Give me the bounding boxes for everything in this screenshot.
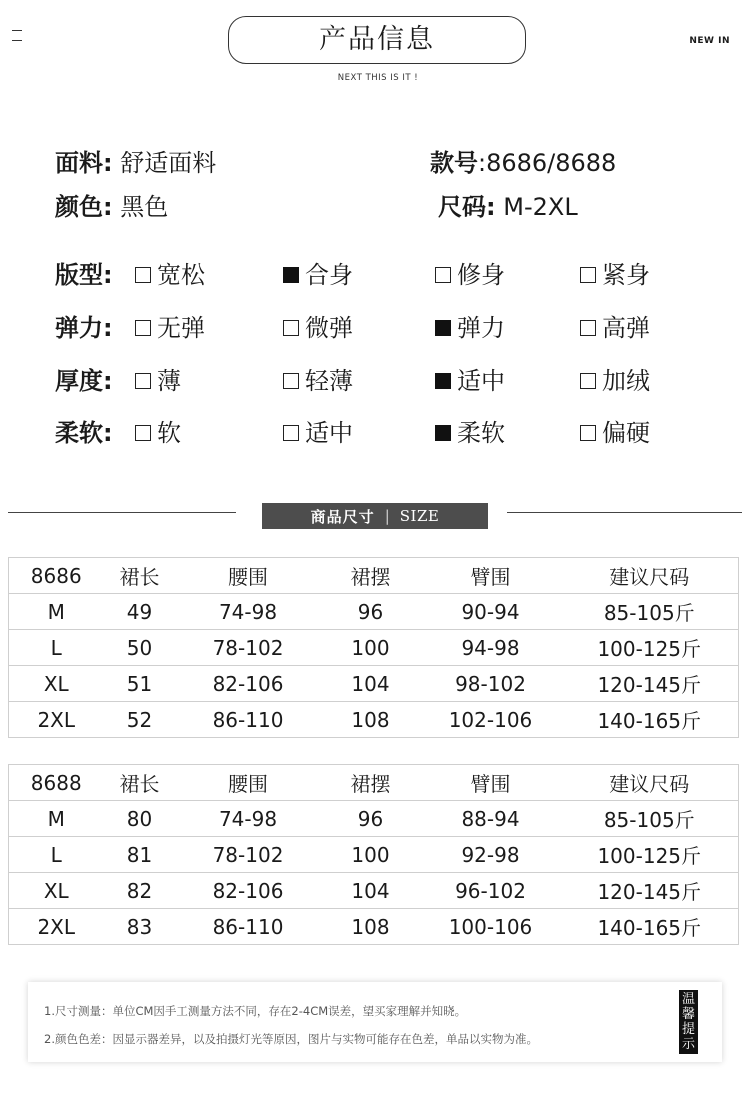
table-cell: 85-105斤 bbox=[561, 594, 739, 630]
table-cell: 102-106 bbox=[421, 702, 561, 738]
table-row bbox=[9, 801, 739, 837]
attr-option-label: 轻薄 bbox=[305, 367, 353, 395]
table-cell: 85-105斤 bbox=[561, 801, 739, 837]
checkbox-icon[interactable] bbox=[283, 425, 299, 441]
attr-option[interactable] bbox=[283, 418, 353, 448]
checkbox-icon[interactable] bbox=[283, 267, 299, 283]
table-cell: XL bbox=[9, 873, 104, 909]
table-cell: 83 bbox=[104, 909, 176, 945]
style-no-value: :8686/8688 bbox=[478, 149, 617, 177]
table-row bbox=[9, 909, 739, 945]
table-cell: 96-102 bbox=[421, 873, 561, 909]
table-cell: 96 bbox=[321, 594, 421, 630]
size-value: M-2XL bbox=[503, 193, 578, 221]
attr-label: 厚度: bbox=[55, 367, 113, 395]
attr-option-label: 无弹 bbox=[157, 314, 205, 342]
notes-card bbox=[28, 982, 722, 1062]
table-cell: 100-106 bbox=[421, 909, 561, 945]
table-header-cell: 臂围 bbox=[421, 558, 561, 594]
table-cell: 100 bbox=[321, 837, 421, 873]
table-cell: 86-110 bbox=[176, 909, 321, 945]
attr-option-label: 偏硬 bbox=[602, 419, 650, 447]
table-header-cell: 建议尺码 bbox=[561, 765, 739, 801]
fabric-value: 舒适面料 bbox=[120, 149, 217, 177]
table-header-cell: 腰围 bbox=[176, 765, 321, 801]
size-title-cn: 商品尺寸 bbox=[310, 507, 375, 526]
table-cell: 50 bbox=[104, 630, 176, 666]
tips-char: 示 bbox=[681, 1037, 695, 1052]
table-cell: 74-98 bbox=[176, 801, 321, 837]
checkbox-icon[interactable] bbox=[135, 425, 151, 441]
page-subtitle: NEXT THIS IS IT ! bbox=[337, 73, 419, 83]
checkbox-icon[interactable] bbox=[435, 425, 451, 441]
attr-option-label: 柔软 bbox=[457, 419, 505, 447]
attr-option-label: 紧身 bbox=[602, 261, 650, 289]
table-cell: 100-125斤 bbox=[561, 630, 739, 666]
table-cell: 82 bbox=[104, 873, 176, 909]
attr-option-label: 高弹 bbox=[602, 314, 650, 342]
size-title-en: SIZE bbox=[399, 507, 440, 525]
table-cell: 100 bbox=[321, 630, 421, 666]
attr-option[interactable] bbox=[283, 260, 353, 290]
divider-right bbox=[507, 512, 742, 513]
attr-label: 版型: bbox=[55, 261, 113, 289]
note-color-difference: 2.颜色色差：因显示器差异，以及拍摄灯光等原因，图片与实物可能存在色差，单品以实物为准。 bbox=[44, 1032, 538, 1046]
attr-option[interactable] bbox=[435, 260, 505, 290]
new-in-badge: NEW IN bbox=[689, 36, 730, 46]
size-section-banner bbox=[262, 503, 488, 529]
style-no-info bbox=[430, 148, 616, 178]
table-cell: 108 bbox=[321, 909, 421, 945]
size-table-8688 bbox=[8, 764, 739, 945]
table-row bbox=[9, 837, 739, 873]
table-header-cell: 裙摆 bbox=[321, 765, 421, 801]
attr-option[interactable] bbox=[283, 313, 353, 343]
table-header-cell: 8686 bbox=[9, 558, 104, 594]
table-row bbox=[9, 702, 739, 738]
tips-char: 馨 bbox=[681, 1007, 695, 1022]
table-header-cell: 裙长 bbox=[104, 558, 176, 594]
table-header-cell: 裙摆 bbox=[321, 558, 421, 594]
table-cell: 2XL bbox=[9, 909, 104, 945]
table-cell: 140-165斤 bbox=[561, 702, 739, 738]
attr-option[interactable] bbox=[435, 366, 505, 396]
fabric-label: 面料: bbox=[55, 149, 113, 177]
checkbox-icon[interactable] bbox=[580, 373, 596, 389]
checkbox-icon[interactable] bbox=[435, 267, 451, 283]
table-cell: 98-102 bbox=[421, 666, 561, 702]
table-cell: 92-98 bbox=[421, 837, 561, 873]
table-cell: 82-106 bbox=[176, 666, 321, 702]
attr-option-label: 适中 bbox=[457, 367, 505, 395]
table-cell: 100-125斤 bbox=[561, 837, 739, 873]
tips-char: 温 bbox=[681, 992, 695, 1007]
style-no-label: 款号 bbox=[430, 149, 478, 177]
table-header-cell: 建议尺码 bbox=[561, 558, 739, 594]
attr-row-fit bbox=[55, 260, 735, 290]
checkbox-icon[interactable] bbox=[580, 267, 596, 283]
table-cell: 82-106 bbox=[176, 873, 321, 909]
attr-option[interactable] bbox=[435, 313, 505, 343]
attr-option-label: 加绒 bbox=[602, 367, 650, 395]
table-cell: L bbox=[9, 630, 104, 666]
checkbox-icon[interactable] bbox=[580, 320, 596, 336]
checkbox-icon[interactable] bbox=[135, 373, 151, 389]
note-measurement: 1.尺寸测量：单位CM因手工测量方法不同，存在2-4CM误差，望买家理解并知晓。 bbox=[44, 1004, 467, 1018]
attr-row-elasticity bbox=[55, 313, 735, 343]
attr-option-label: 微弹 bbox=[305, 314, 353, 342]
table-row bbox=[9, 594, 739, 630]
attr-option[interactable] bbox=[135, 260, 205, 290]
table-row bbox=[9, 666, 739, 702]
attr-option[interactable] bbox=[580, 313, 650, 343]
size-info bbox=[438, 192, 578, 222]
attr-option-label: 修身 bbox=[457, 261, 505, 289]
attr-option[interactable] bbox=[135, 313, 205, 343]
attr-row-thickness bbox=[55, 366, 735, 396]
table-header-cell: 腰围 bbox=[176, 558, 321, 594]
color-info bbox=[55, 192, 168, 222]
attr-option[interactable] bbox=[580, 418, 650, 448]
table-cell: 81 bbox=[104, 837, 176, 873]
table-cell: 80 bbox=[104, 801, 176, 837]
attr-row-softness bbox=[55, 418, 735, 448]
table-header-row bbox=[9, 765, 739, 801]
table-header-cell: 8688 bbox=[9, 765, 104, 801]
table-header-row bbox=[9, 558, 739, 594]
color-label: 颜色: bbox=[55, 193, 113, 221]
attr-option-label: 宽松 bbox=[157, 261, 205, 289]
table-cell: 104 bbox=[321, 666, 421, 702]
fabric-info bbox=[55, 148, 216, 178]
attr-option-label: 合身 bbox=[305, 261, 353, 289]
checkbox-icon[interactable] bbox=[435, 373, 451, 389]
table-cell: M bbox=[9, 594, 104, 630]
table-cell: XL bbox=[9, 666, 104, 702]
table-row bbox=[9, 873, 739, 909]
attr-option[interactable] bbox=[580, 366, 650, 396]
table-cell: 120-145斤 bbox=[561, 666, 739, 702]
checkbox-icon[interactable] bbox=[135, 320, 151, 336]
table-cell: 86-110 bbox=[176, 702, 321, 738]
divider-left bbox=[8, 512, 236, 513]
checkbox-icon[interactable] bbox=[135, 267, 151, 283]
table-cell: 90-94 bbox=[421, 594, 561, 630]
attr-option[interactable] bbox=[435, 418, 505, 448]
tips-char: 提 bbox=[681, 1022, 695, 1037]
size-title-separator: | bbox=[384, 507, 390, 525]
table-cell: L bbox=[9, 837, 104, 873]
table-cell: 120-145斤 bbox=[561, 873, 739, 909]
attr-option[interactable] bbox=[580, 260, 650, 290]
attr-option-label: 薄 bbox=[157, 367, 181, 395]
table-cell: 51 bbox=[104, 666, 176, 702]
attr-label: 柔软: bbox=[55, 419, 113, 447]
table-row bbox=[9, 630, 739, 666]
table-cell: 140-165斤 bbox=[561, 909, 739, 945]
checkbox-icon[interactable] bbox=[283, 373, 299, 389]
menu-icon[interactable] bbox=[12, 30, 22, 42]
table-cell: 2XL bbox=[9, 702, 104, 738]
table-cell: 94-98 bbox=[421, 630, 561, 666]
size-label: 尺码: bbox=[438, 193, 496, 221]
tips-badge bbox=[679, 990, 698, 1054]
table-cell: 78-102 bbox=[176, 837, 321, 873]
checkbox-icon[interactable] bbox=[435, 320, 451, 336]
attr-option[interactable] bbox=[283, 366, 353, 396]
table-header-cell: 裙长 bbox=[104, 765, 176, 801]
table-cell: 74-98 bbox=[176, 594, 321, 630]
table-cell: 49 bbox=[104, 594, 176, 630]
attr-label: 弹力: bbox=[55, 314, 113, 342]
table-cell: 104 bbox=[321, 873, 421, 909]
table-cell: 78-102 bbox=[176, 630, 321, 666]
attr-option[interactable] bbox=[135, 418, 181, 448]
table-cell: M bbox=[9, 801, 104, 837]
attr-option-label: 适中 bbox=[305, 419, 353, 447]
table-header-cell: 臂围 bbox=[421, 765, 561, 801]
attr-option-label: 弹力 bbox=[457, 314, 505, 342]
size-table-8686 bbox=[8, 557, 739, 738]
checkbox-icon[interactable] bbox=[580, 425, 596, 441]
page-title: 产品信息 bbox=[228, 16, 526, 64]
attr-option[interactable] bbox=[135, 366, 181, 396]
table-cell: 96 bbox=[321, 801, 421, 837]
color-value: 黑色 bbox=[120, 193, 169, 221]
checkbox-icon[interactable] bbox=[283, 320, 299, 336]
table-cell: 52 bbox=[104, 702, 176, 738]
table-cell: 108 bbox=[321, 702, 421, 738]
table-cell: 88-94 bbox=[421, 801, 561, 837]
attr-option-label: 软 bbox=[157, 419, 181, 447]
